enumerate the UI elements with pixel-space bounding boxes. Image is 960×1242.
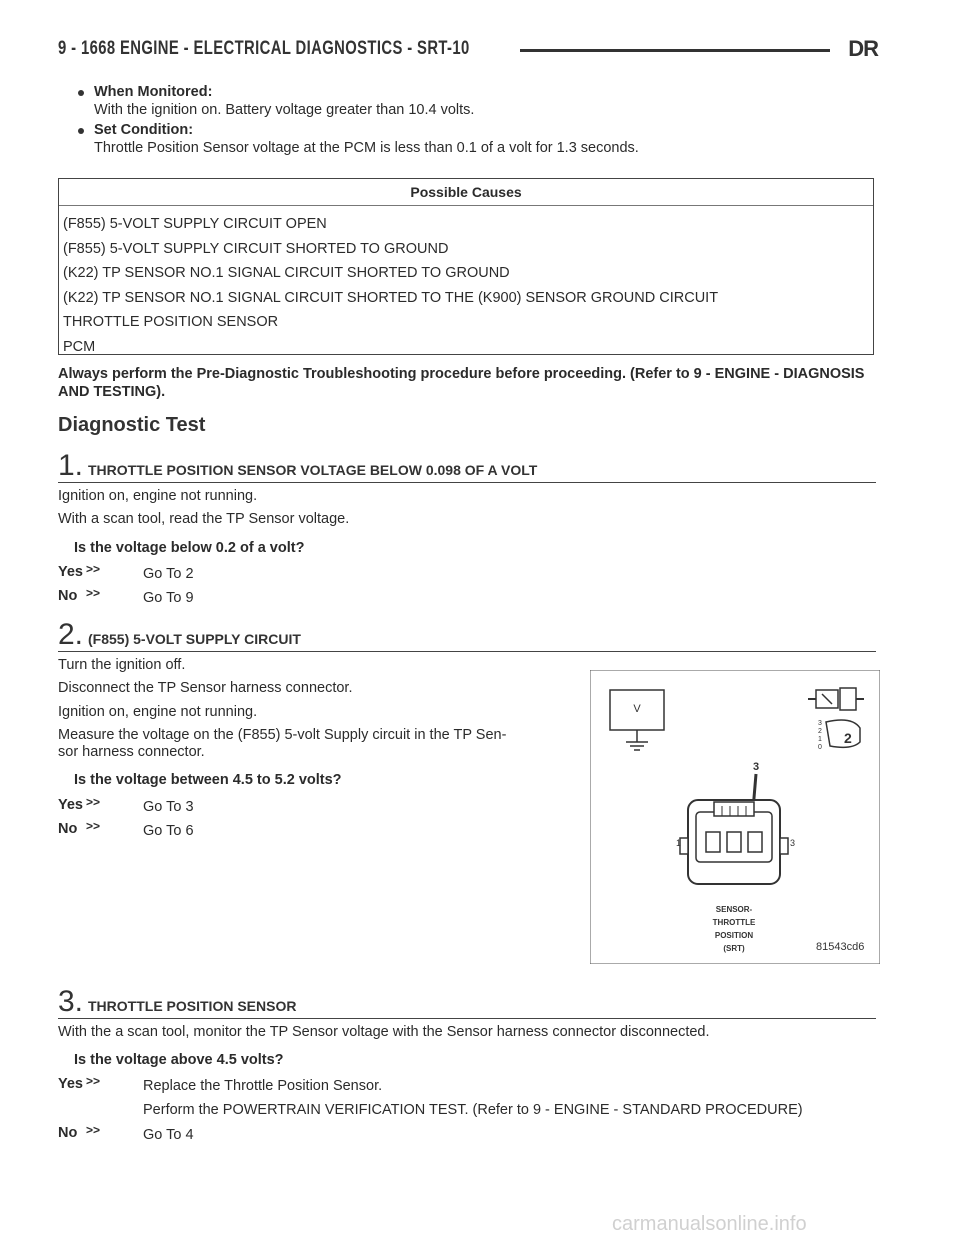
header-rule [520,49,830,52]
diagnostic-test-heading: Diagnostic Test [58,414,206,436]
bullet-icon [78,90,84,96]
svg-text:2: 2 [844,730,852,746]
cause-item: (F855) 5-VOLT SUPPLY CIRCUIT SHORTED TO GROUND [63,240,449,257]
svg-text:3: 3 [818,720,822,727]
cause-item: (F855) 5-VOLT SUPPLY CIRCUIT OPEN [63,216,327,232]
step-3-instruction: With the a scan tool, monitor the TP Sensor voltage with the Sensor harness connector disconnected. [58,1024,710,1040]
step-1-question: Is the voltage below 0.2 of a volt? [74,540,305,556]
model-code: DR [848,36,878,61]
page-title: 9 - 1668 ENGINE - ELECTRICAL DIAGNOSTICS - SRT-10 [58,38,470,59]
svg-text:carmanualsonline.info: carmanualsonline.info [612,1213,807,1235]
step-3-yes-followup: Perform the POWERTRAIN VERIFICATION TEST. (Refer to 9 - ENGINE - STANDARD PROCEDURE) [143,1102,803,1118]
cause-item: (K22) TP SENSOR NO.1 SIGNAL CIRCUIT SHORTED TO GROUND [63,265,510,281]
step-2-instruction: Measure the voltage on the (F855) 5-volt Supply circuit in the TP Sen- [58,727,507,743]
cause-item: THROTTLE POSITION SENSOR [63,314,279,330]
connector-diagram [590,670,880,964]
svg-text:THROTTLE: THROTTLE [712,918,756,927]
step-1-header: 1. THROTTLE POSITION SENSOR VOLTAGE BELOW 0.098 OF A VOLT [58,450,876,483]
svg-text:V: V [633,703,641,715]
step-2-instruction: sor harness connector. [58,744,205,760]
svg-text:1: 1 [676,838,682,848]
watermark-logo [612,1210,952,1236]
svg-text:0: 0 [818,744,822,751]
meter-dial-icon [818,720,860,751]
step-3-header: 3. THROTTLE POSITION SENSOR [58,986,876,1019]
step-1-instruction: Ignition on, engine not running. [58,488,258,504]
step-2-instruction: Disconnect the TP Sensor harness connector. [58,680,353,696]
step-2-header: 2. (F855) 5-VOLT SUPPLY CIRCUIT [58,619,876,652]
tp-sensor-figure [590,670,880,964]
possible-causes-table [58,178,874,355]
step-2-question: Is the voltage between 4.5 to 5.2 volts? [74,772,342,788]
step-2-instruction: Ignition on, engine not running. [58,704,258,720]
svg-text:(SRT): (SRT) [723,944,745,953]
step-1-instruction: With a scan tool, read the TP Sensor voltage. [58,511,350,527]
svg-text:SENSOR-: SENSOR- [715,905,753,914]
svg-text:1: 1 [818,736,822,743]
step-3-question: Is the voltage above 4.5 volts? [74,1052,284,1068]
svg-text:2: 2 [818,728,822,735]
svg-text:POSITION: POSITION [714,931,754,940]
cause-item: (K22) TP SENSOR NO.1 SIGNAL CIRCUIT SHORTED TO THE (K900) SENSOR GROUND CIRCUIT [63,289,719,306]
step-2-instruction: Turn the ignition off. [58,657,186,673]
pre-diagnostic-note: Always perform the Pre-Diagnostic Troubleshooting procedure before proceeding. (Refer to 9 - ENGINE - DIAGNOSIS AND TESTING). [58,366,865,400]
cause-item: PCM [63,338,96,355]
tp-sensor-connector [680,800,788,884]
svg-text:3: 3 [753,761,760,773]
possible-causes-heading: Possible Causes [59,179,873,206]
svg-text:3: 3 [790,838,796,848]
bullet-icon [78,128,84,134]
page-header [58,38,878,64]
svg-text:81543cd6: 81543cd6 [816,941,865,953]
